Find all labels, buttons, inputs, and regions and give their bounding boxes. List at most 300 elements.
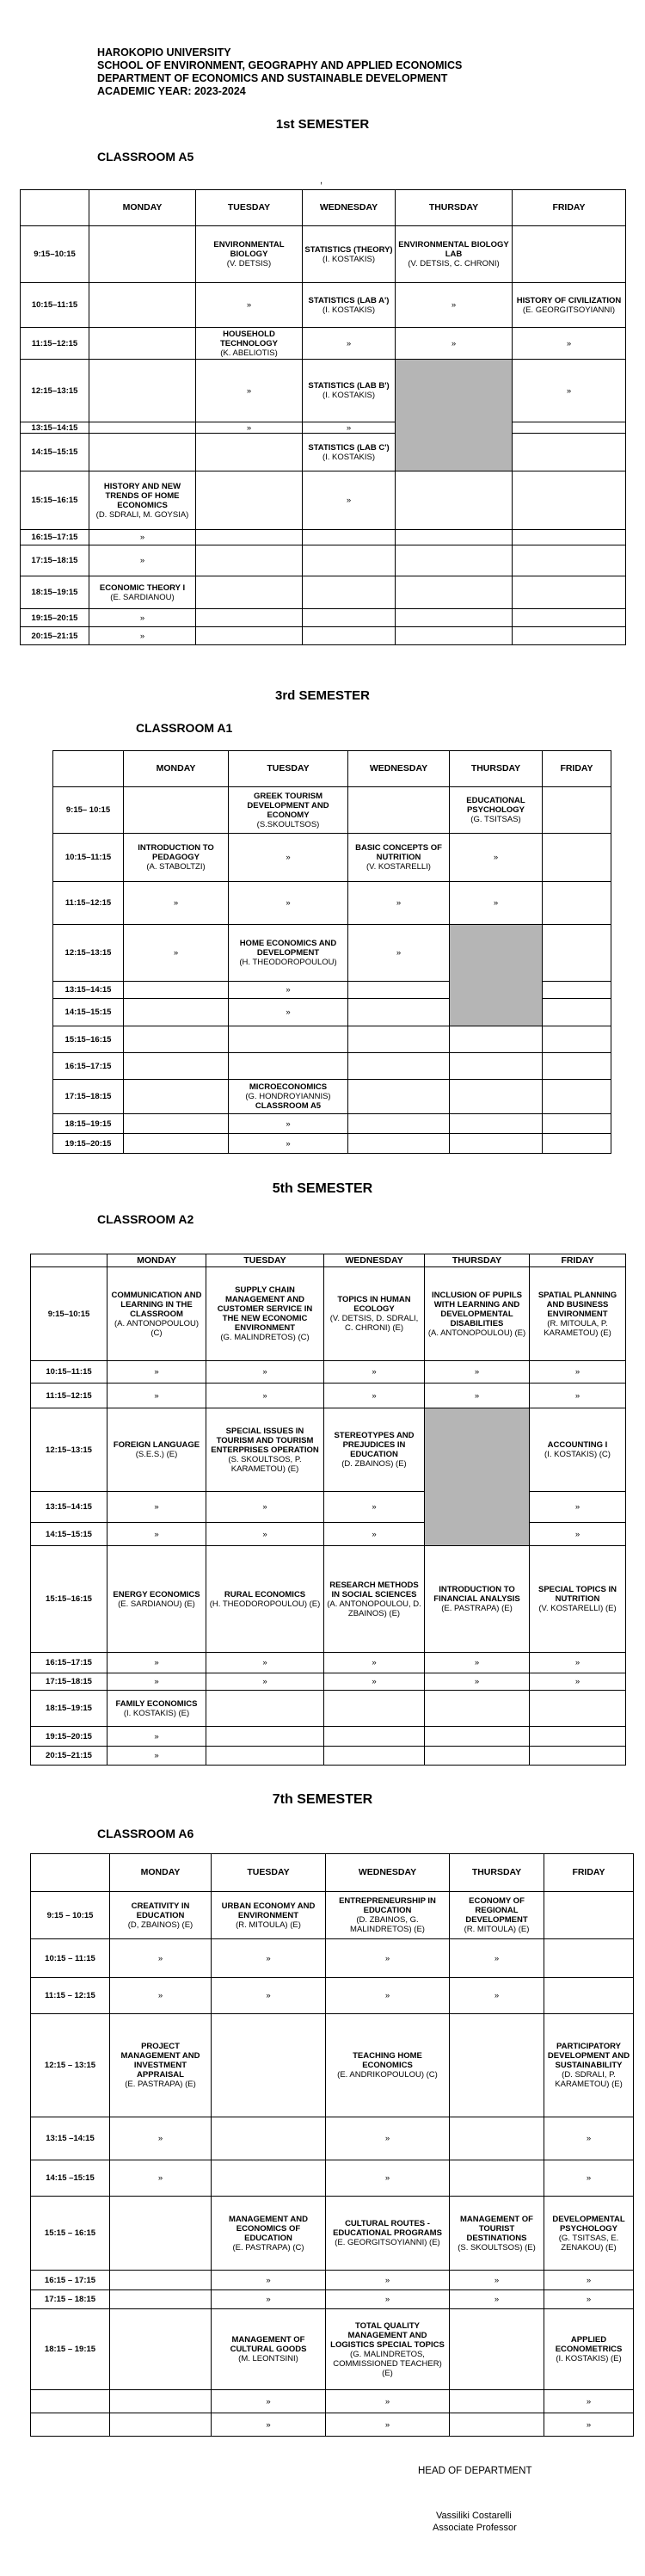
course-title: SPECIAL ISSUES IN TOURISM AND TOURISM ENTERPRISES OPERATION — [211, 1426, 319, 1455]
table-row — [21, 530, 626, 545]
course-cell — [425, 1727, 530, 1747]
course-cell — [396, 530, 513, 545]
ditto-cell: » — [108, 1492, 206, 1523]
table-row — [21, 360, 626, 422]
course-cell — [212, 1892, 326, 1939]
course-cell — [108, 1546, 206, 1653]
course-instructor: (E. PASTRAPA) (E) — [441, 1604, 513, 1613]
ditto-cell: » — [324, 1384, 425, 1408]
course-cell — [530, 1727, 626, 1747]
course-cell — [513, 422, 626, 434]
course-cell — [124, 1114, 229, 1134]
course-cell — [303, 530, 396, 545]
table-row — [21, 226, 626, 283]
ditto-cell: » — [544, 2413, 634, 2437]
time-slot: 11:15–12:15 — [53, 882, 124, 925]
course-cell — [206, 1267, 324, 1361]
corner-cell — [31, 1854, 110, 1892]
day-header: WEDNESDAY — [303, 190, 396, 226]
time-slot: 14:15–15:15 — [21, 434, 89, 471]
semester-7-title: 7th SEMESTER — [272, 1792, 373, 1807]
course-title: ECONOMY OF REGIONAL DEVELOPMENT — [465, 1896, 528, 1925]
signatory-name: Vassiliki Costarelli — [436, 2511, 512, 2521]
course-title: PARTICIPATORY DEVELOPMENT AND SUSTAINABILITY — [547, 2042, 630, 2070]
time-slot: 10:15–11:15 — [31, 1361, 108, 1384]
semester-1-classroom: CLASSROOM A5 — [97, 150, 194, 163]
ditto-cell: » — [110, 1978, 212, 2014]
ditto-cell: » — [229, 1134, 348, 1154]
course-cell — [108, 1408, 206, 1492]
course-cell — [396, 471, 513, 530]
ditto-cell: » — [110, 2117, 212, 2160]
course-instructor: (D. ZBAINOS, G. MALINDRETOS) (E) — [350, 1915, 425, 1934]
course-title: STATISTICS (LAB B') — [308, 381, 390, 391]
course-cell — [513, 434, 626, 471]
course-instructor: (I. KOSTAKIS) (E) — [556, 2354, 622, 2363]
unavailable-block — [450, 925, 543, 1026]
course-cell — [196, 328, 303, 360]
course-cell — [450, 2117, 544, 2160]
time-slot: 14:15 –15:15 — [31, 2160, 110, 2197]
day-header: THURSDAY — [450, 751, 543, 787]
course-cell — [196, 471, 303, 530]
course-cell — [229, 1053, 348, 1080]
course-instructor: (I. KOSTAKIS) (C) — [544, 1450, 611, 1459]
course-cell — [324, 1408, 425, 1492]
ditto-cell: » — [450, 1978, 544, 2014]
course-instructor: (A. ANTONOPOULOU) (C) — [114, 1318, 199, 1338]
table-row — [53, 1114, 611, 1134]
corner-cell — [53, 751, 124, 787]
ditto-cell: » — [89, 545, 196, 576]
course-cell — [425, 1691, 530, 1727]
time-slot: 18:15 – 19:15 — [31, 2309, 110, 2390]
course-title: MANAGEMENT AND ECONOMICS OF EDUCATION — [228, 2214, 308, 2243]
course-cell — [89, 576, 196, 609]
course-cell — [450, 787, 543, 834]
course-cell — [303, 627, 396, 645]
ditto-cell: » — [212, 2390, 326, 2413]
course-instructor: (G. MALINDRETOS, COMMISSIONED TEACHER) (E) — [333, 2349, 442, 2378]
table-row — [53, 787, 611, 834]
course-cell — [513, 576, 626, 609]
course-instructor: (H. THEODOROPOULOU) (E) — [209, 1599, 321, 1609]
course-cell — [530, 1691, 626, 1727]
table-row — [21, 609, 626, 627]
time-slot: 19:15–20:15 — [31, 1727, 108, 1747]
ditto-cell: » — [196, 283, 303, 328]
course-cell — [348, 1134, 450, 1154]
course-instructor: (D. SDRALI, P. KARAMETOU) (E) — [555, 2070, 623, 2089]
time-slot: 16:15–17:15 — [31, 1653, 108, 1673]
table-row — [53, 834, 611, 882]
day-header: TUESDAY — [196, 190, 303, 226]
ditto-cell: » — [206, 1523, 324, 1546]
semester-7-timetable — [30, 1853, 634, 2437]
time-slot: 9:15–10:15 — [21, 226, 89, 283]
ditto-cell: » — [108, 1653, 206, 1673]
course-cell — [450, 2160, 544, 2197]
course-cell — [303, 576, 396, 609]
course-title: MICROECONOMICS — [249, 1082, 328, 1092]
ditto-cell: » — [206, 1653, 324, 1673]
course-cell — [212, 2197, 326, 2271]
school-name: SCHOOL OF ENVIRONMENT, GEOGRAPHY AND APPLIED ECONOMICS — [97, 59, 463, 71]
course-cell — [543, 999, 611, 1026]
day-header: WEDNESDAY — [326, 1854, 450, 1892]
time-slot: 12:15–13:15 — [31, 1408, 108, 1492]
course-cell — [89, 434, 196, 471]
semester-5-title: 5th SEMESTER — [272, 1181, 373, 1196]
ditto-cell: » — [196, 360, 303, 422]
ditto-cell: » — [396, 328, 513, 360]
time-slot — [31, 2390, 110, 2413]
time-slot: 18:15–19:15 — [21, 576, 89, 609]
course-cell — [450, 1134, 543, 1154]
ditto-cell: » — [425, 1673, 530, 1691]
ditto-cell: » — [324, 1492, 425, 1523]
ditto-cell: » — [303, 328, 396, 360]
course-instructor: (D, ZBAINOS) (E) — [127, 1920, 194, 1930]
course-instructor: (S.SKOULTSOS) — [256, 819, 320, 829]
course-cell — [124, 1026, 229, 1053]
time-slot: 19:15–20:15 — [21, 609, 89, 627]
course-cell — [348, 1114, 450, 1134]
semester-1-title: 1st SEMESTER — [275, 117, 370, 132]
day-header: FRIDAY — [513, 190, 626, 226]
course-instructor: (E. GEORGITSOYIANNI) — [522, 305, 616, 315]
course-title: CULTURAL ROUTES - EDUCATIONAL PROGRAMS — [333, 2219, 442, 2238]
ditto-cell: » — [89, 627, 196, 645]
time-slot: 15:15–16:15 — [21, 471, 89, 530]
ditto-cell: » — [530, 1384, 626, 1408]
course-cell — [110, 1892, 212, 1939]
time-slot: 12:15 – 13:15 — [31, 2014, 110, 2117]
course-instructor: (E. SARDIANOU) — [110, 592, 175, 602]
course-instructor: (V. DETSIS) — [226, 259, 272, 268]
course-title: FOREIGN LANGUAGE — [113, 1440, 200, 1450]
day-header: FRIDAY — [544, 1854, 634, 1892]
course-cell — [396, 545, 513, 576]
course-cell — [324, 1267, 425, 1361]
course-cell — [124, 787, 229, 834]
ditto-cell: » — [212, 2271, 326, 2290]
day-header: WEDNESDAY — [324, 1254, 425, 1267]
course-title: CREATIVITY IN EDUCATION — [131, 1901, 190, 1920]
course-cell — [530, 1546, 626, 1653]
ditto-cell: » — [89, 530, 196, 545]
course-title: HOUSEHOLD TECHNOLOGY — [219, 329, 279, 348]
course-instructor: (I. KOSTAKIS) (E) — [123, 1708, 190, 1718]
course-title: STATISTICS (LAB A') — [308, 295, 390, 305]
ditto-cell: » — [544, 2271, 634, 2290]
course-cell — [513, 226, 626, 283]
ditto-cell: » — [544, 2160, 634, 2197]
time-slot: 12:15–13:15 — [53, 925, 124, 982]
ditto-cell: » — [229, 834, 348, 882]
course-cell — [303, 226, 396, 283]
course-instructor: (R. MITOULA) (E) — [236, 1920, 301, 1930]
course-title: SUPPLY CHAIN MANAGEMENT AND CUSTOMER SERVICE IN THE NEW ECONOMIC ENVIRONMENT — [217, 1285, 313, 1333]
ditto-cell: » — [348, 882, 450, 925]
course-instructor: (G. HONDROYIANNIS) — [245, 1092, 331, 1101]
ditto-cell: » — [450, 1939, 544, 1978]
course-cell — [450, 2197, 544, 2271]
course-instructor: (I. KOSTAKIS) — [322, 452, 376, 462]
ditto-cell: » — [450, 2290, 544, 2309]
ditto-cell: » — [425, 1384, 530, 1408]
ditto-cell: » — [326, 1939, 450, 1978]
course-instructor: (I. KOSTAKIS) — [322, 391, 376, 400]
ditto-cell: » — [229, 1114, 348, 1134]
ditto-cell: » — [303, 422, 396, 434]
semester-5-classroom: CLASSROOM A2 — [97, 1212, 194, 1226]
course-cell — [326, 2309, 450, 2390]
course-cell — [229, 1026, 348, 1053]
table-row — [31, 2117, 634, 2160]
ditto-cell: » — [303, 471, 396, 530]
course-cell — [544, 1939, 634, 1978]
course-title: MANAGEMENT OF TOURIST DESTINATIONS — [460, 2214, 533, 2243]
day-header: TUESDAY — [229, 751, 348, 787]
ditto-cell: » — [544, 2290, 634, 2309]
corner-cell — [31, 1254, 108, 1267]
day-header: THURSDAY — [450, 1854, 544, 1892]
table-row — [31, 1892, 634, 1939]
course-cell — [212, 2309, 326, 2390]
table-row — [31, 1492, 626, 1523]
unavailable-block — [425, 1408, 530, 1546]
time-slot: 15:15–16:15 — [31, 1546, 108, 1653]
course-cell — [229, 1080, 348, 1114]
time-slot: 15:15–16:15 — [53, 1026, 124, 1053]
academic-year: ACADEMIC YEAR: 2023-2024 — [97, 85, 246, 97]
ditto-cell: » — [212, 1978, 326, 2014]
time-slot: 10:15–11:15 — [21, 283, 89, 328]
table-row — [53, 1134, 611, 1154]
course-cell — [110, 2014, 212, 2117]
course-title: TOTAL QUALITY MANAGEMENT AND LOGISTICS SPECIAL TOPICS — [330, 2320, 445, 2350]
ditto-cell: » — [212, 1939, 326, 1978]
course-cell — [450, 2390, 544, 2413]
course-cell — [425, 1747, 530, 1766]
course-cell — [513, 609, 626, 627]
course-instructor: (V. KOSTARELLI) — [366, 862, 431, 872]
course-instructor: (I. KOSTAKIS) — [322, 254, 376, 264]
course-cell — [396, 627, 513, 645]
department-name: DEPARTMENT OF ECONOMICS AND SUSTAINABLE DEVELOPMENT — [97, 72, 448, 84]
time-slot: 13:15–14:15 — [21, 422, 89, 434]
course-cell — [110, 2290, 212, 2309]
course-cell — [544, 1978, 634, 2014]
course-cell — [348, 834, 450, 882]
table-row — [31, 1747, 626, 1766]
table-row — [31, 2014, 634, 2117]
time-slot: 17:15–18:15 — [53, 1080, 124, 1114]
table-row — [21, 545, 626, 576]
course-cell — [206, 1546, 324, 1653]
course-instructor: (V. KOSTARELLI) (E) — [538, 1604, 617, 1613]
time-slot — [31, 2413, 110, 2437]
ditto-cell: » — [544, 2390, 634, 2413]
time-slot: 19:15–20:15 — [53, 1134, 124, 1154]
table-row — [31, 1267, 626, 1361]
ditto-cell: » — [196, 422, 303, 434]
course-cell — [326, 1892, 450, 1939]
course-instructor: (S. SKOULTSOS, P. KARAMETOU) (E) — [228, 1454, 302, 1474]
time-slot: 17:15 – 18:15 — [31, 2290, 110, 2309]
ditto-cell: » — [530, 1523, 626, 1546]
course-cell — [108, 1691, 206, 1727]
course-cell — [303, 360, 396, 422]
course-cell — [348, 1080, 450, 1114]
course-title: INTRODUCTION TO PEDAGOGY — [138, 843, 214, 862]
course-title: SPECIAL TOPICS IN NUTRITION — [538, 1585, 617, 1604]
time-slot: 13:15 –14:15 — [31, 2117, 110, 2160]
table-row — [31, 1408, 626, 1492]
course-cell — [89, 422, 196, 434]
ditto-cell: » — [396, 283, 513, 328]
time-slot: 11:15–12:15 — [31, 1384, 108, 1408]
course-cell — [425, 1546, 530, 1653]
course-cell — [450, 2413, 544, 2437]
time-slot: 10:15–11:15 — [53, 834, 124, 882]
course-cell — [212, 2014, 326, 2117]
day-header: MONDAY — [124, 751, 229, 787]
course-title: ENVIRONMENTAL BIOLOGY LAB — [398, 240, 509, 259]
course-instructor: (M. LEONTSINI) — [238, 2354, 298, 2363]
course-cell — [544, 2197, 634, 2271]
course-instructor: (I. KOSTAKIS) — [322, 305, 376, 315]
course-cell — [89, 471, 196, 530]
time-slot: 20:15–21:15 — [21, 627, 89, 645]
ditto-cell: » — [212, 2290, 326, 2309]
course-cell — [530, 1408, 626, 1492]
day-header: MONDAY — [89, 190, 196, 226]
ditto-cell: » — [206, 1673, 324, 1691]
course-instructor: (V. DETSIS, C. CHRONI) — [408, 259, 500, 268]
table-row — [31, 2160, 634, 2197]
course-cell — [543, 1080, 611, 1114]
unavailable-block — [396, 360, 513, 471]
course-title: RESEARCH METHODS IN SOCIAL SCIENCES — [329, 1580, 419, 1599]
time-slot: 13:15–14:15 — [53, 982, 124, 999]
course-title: FAMILY ECONOMICS — [115, 1698, 198, 1709]
course-cell — [89, 360, 196, 422]
header-row — [21, 190, 626, 226]
course-instructor: (R. MITOULA, P. KARAMETOU) (E) — [544, 1318, 611, 1338]
course-cell — [196, 609, 303, 627]
course-cell — [513, 471, 626, 530]
course-cell — [513, 545, 626, 576]
ditto-cell: » — [425, 1361, 530, 1384]
table-row — [53, 1026, 611, 1053]
course-cell — [303, 434, 396, 471]
table-row — [31, 1653, 626, 1673]
ditto-cell: » — [108, 1727, 206, 1747]
course-cell — [543, 1026, 611, 1053]
course-title: DEVELOPMENTAL PSYCHOLOGY — [552, 2214, 625, 2234]
course-cell — [108, 1267, 206, 1361]
course-cell — [348, 787, 450, 834]
course-instructor: (D. SDRALI, M. GOYSIA) — [95, 509, 189, 520]
course-cell — [124, 1134, 229, 1154]
course-instructor: (A. ANTONOPOULOU, D. ZBAINOS) (E) — [327, 1599, 421, 1618]
course-cell — [110, 2197, 212, 2271]
course-cell — [543, 834, 611, 882]
day-header: FRIDAY — [543, 751, 611, 787]
course-cell — [206, 1691, 324, 1727]
time-slot: 9:15– 10:15 — [53, 787, 124, 834]
ditto-cell: » — [324, 1523, 425, 1546]
course-title: HISTORY OF CIVILIZATION — [516, 295, 622, 305]
ditto-cell: » — [450, 882, 543, 925]
course-instructor: (G. MALINDRETOS) (C) — [220, 1333, 310, 1342]
course-cell — [425, 1267, 530, 1361]
course-cell — [89, 328, 196, 360]
course-cell — [543, 982, 611, 999]
ditto-cell: » — [108, 1384, 206, 1408]
course-cell — [89, 226, 196, 283]
university-name: HAROKOPIO UNIVERSITY — [97, 46, 231, 59]
time-slot: 9:15–10:15 — [31, 1267, 108, 1361]
course-instructor: (E. GEORGITSOYIANNI) (E) — [335, 2238, 440, 2247]
time-slot: 13:15–14:15 — [31, 1492, 108, 1523]
ditto-cell: » — [348, 925, 450, 982]
course-cell — [348, 1026, 450, 1053]
ditto-cell: » — [326, 2271, 450, 2290]
ditto-cell: » — [108, 1361, 206, 1384]
head-of-department-label: HEAD OF DEPARTMENT — [418, 2466, 532, 2476]
ditto-cell: » — [212, 2413, 326, 2437]
course-title: BASIC CONCEPTS OF NUTRITION — [355, 843, 442, 862]
table-row — [53, 925, 611, 982]
course-cell — [110, 2309, 212, 2390]
table-row — [31, 1727, 626, 1747]
day-header: THURSDAY — [396, 190, 513, 226]
day-header: MONDAY — [110, 1854, 212, 1892]
table-row — [31, 1523, 626, 1546]
course-instructor: (E. ANDRIKOPOULOU) (C) — [337, 2070, 438, 2080]
semester-3-classroom: CLASSROOM A1 — [136, 721, 233, 735]
course-instructor: (E. PASTRAPA) (E) — [125, 2080, 196, 2089]
time-slot: 17:15–18:15 — [31, 1673, 108, 1691]
course-instructor: (S. SKOULTSOS) (E) — [458, 2242, 536, 2252]
table-row — [31, 2197, 634, 2271]
table-row — [53, 1080, 611, 1114]
day-header: MONDAY — [108, 1254, 206, 1267]
ditto-cell: » — [530, 1653, 626, 1673]
course-title: TEACHING HOME ECONOMICS — [353, 2051, 422, 2070]
time-slot: 11:15 – 12:15 — [31, 1978, 110, 2014]
semester-3-title: 3rd SEMESTER — [274, 688, 371, 703]
course-title: STEREOTYPES AND PREJUDICES IN EDUCATION — [334, 1431, 415, 1459]
course-title: ENTREPRENEURSHIP IN EDUCATION — [339, 1896, 436, 1915]
ditto-cell: » — [110, 2160, 212, 2197]
course-instructor: (G. TSITSAS, E. ZENAKOU) (E) — [558, 2233, 619, 2252]
course-cell — [206, 1727, 324, 1747]
course-cell — [196, 576, 303, 609]
table-row — [31, 2290, 634, 2309]
semester-1-timetable — [20, 189, 626, 645]
table-row — [21, 422, 626, 434]
course-cell — [396, 609, 513, 627]
course-cell — [513, 283, 626, 328]
course-cell — [530, 1747, 626, 1766]
semester-7-classroom: CLASSROOM A6 — [97, 1827, 194, 1840]
course-cell — [303, 545, 396, 576]
course-cell — [543, 1114, 611, 1134]
